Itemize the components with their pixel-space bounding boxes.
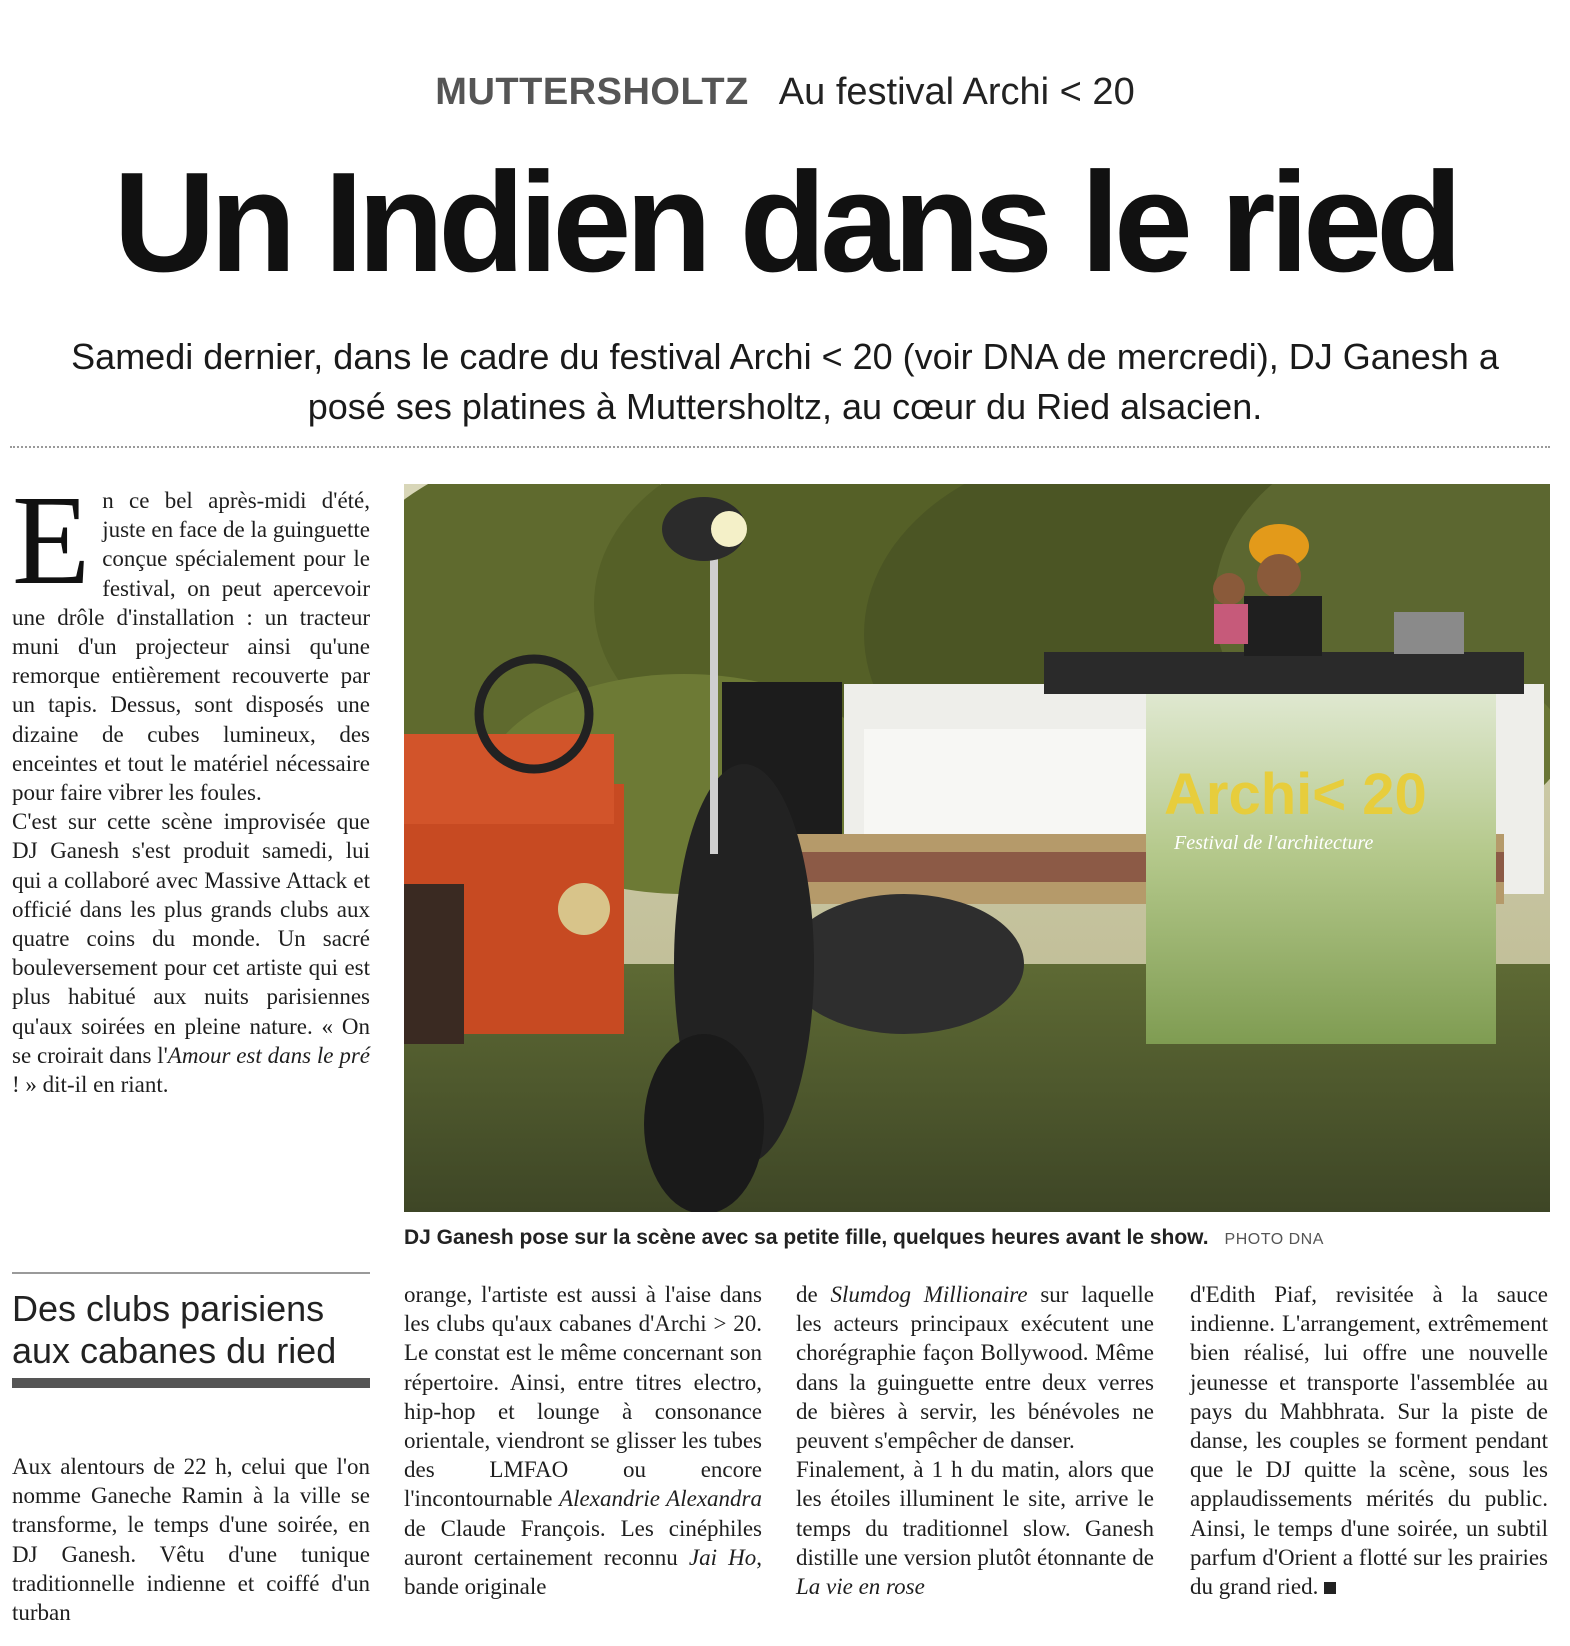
- column-3-paragraph-2: [796, 1455, 1154, 1601]
- column-2-text: orange, l'artiste est aussi à l'aise dans les clubs qu'aux cabanes d'Archi > 20. Le constat est le même concernant son répertoire. Ainsi, entre titres electro, hip-hop et lounge à consonance orientale, viendront se glisser les tubes des LMFAO ou encore l'incontournable: [404, 1282, 762, 1512]
- column-3-text: de: [796, 1282, 831, 1307]
- caption-text: DJ Ganesh pose sur la scène avec sa petite fille, quelques heures avant le show.: [404, 1226, 1209, 1249]
- lead-text-end: ! » dit-il en riant.: [12, 1072, 169, 1098]
- laptop: [1394, 612, 1464, 654]
- lead-paragraph-2: [12, 807, 370, 1099]
- dj-booth: [1044, 652, 1524, 694]
- lead-column: [12, 469, 370, 1099]
- column-2-italic-2: Jai Ho: [688, 1544, 757, 1570]
- article-column-4: [1190, 1280, 1548, 1601]
- child: [1213, 573, 1245, 605]
- lead-italic: Amour est dans le pré: [167, 1042, 370, 1068]
- column-3-paragraph-1: [796, 1280, 1154, 1455]
- child-body: [1214, 604, 1248, 644]
- article-column-2: [404, 1280, 762, 1601]
- headlamp: [558, 883, 610, 935]
- article-column-3: [796, 1280, 1154, 1601]
- column-4-paragraph: [1190, 1280, 1548, 1601]
- dotted-divider: [10, 446, 1550, 448]
- column-4-text: d'Edith Piaf, revisitée à la sauce indienne. L'arrangement, extrêmement bien réalisé, lui offre une nouvelle jeunesse et transporte l'assemblée au pays du Mahbhrata. Sur la piste de danse, les couples se forment pendant que le DJ quitte la scène, sous les applaudissements mérités du public. Ainsi, le temps d'une soirée, un subtil parfum d'Orient a flotté sur les prairies du grand ried.: [1190, 1282, 1548, 1600]
- tractor-grille: [404, 884, 464, 1044]
- trailer-wheel: [784, 894, 1024, 1034]
- archi-banner: [1146, 694, 1496, 1044]
- projector-light: [711, 511, 747, 547]
- column-2-text-2: de Claude François. Les cinéphiles auront certainement reconnu: [404, 1515, 762, 1570]
- photo-credit: PHOTO DNA: [1224, 1231, 1324, 1248]
- lead-paragraph-1: n ce bel après-midi d'été, juste en face de la guinguette conçue spécialement pour le festival, on peut apercevoir une drôle d'installation : un tracteur muni d'un projecteur ainsi qu'une remorque entièrement recouverte par un tapis. Dessus, sont disposés une dizaine de cubes lumineux, des enceintes et tout le matériel nécessaire pour faire vibrer les foules.: [12, 488, 370, 806]
- column-2-paragraph: [404, 1280, 762, 1601]
- column-2-text-3: , bande originale: [404, 1544, 762, 1600]
- column-3-text-3: Finalement, à 1 h du matin, alors que les étoiles illuminent le site, arrive le temps du traditionnel slow. Ganesh distille une version plutôt étonnante de: [796, 1457, 1154, 1570]
- dj-body: [1244, 596, 1322, 656]
- subhead-bar: [12, 1378, 370, 1388]
- kicker-subtitle: Au festival Archi < 20: [778, 71, 1135, 113]
- column-3-italic-2: La vie en rose: [796, 1574, 925, 1600]
- subheading: Des clubs parisiens aux cabanes du ried: [12, 1288, 337, 1371]
- column-3-italic: Slumdog Millionaire: [830, 1282, 1028, 1307]
- standfirst: Samedi dernier, dans le cadre du festival Archi < 20 (voir DNA de mercredi), DJ Ganesh a posé ses platines à Muttersholtz, au cœur du Ried alsacien.: [71, 336, 1499, 427]
- photo-caption: [404, 1224, 1550, 1254]
- column-1-text: Aux alentours de 22 h, celui que l'on nomme Ganeche Ramin à la ville se transforme, le temps d'une soirée, en DJ Ganesh. Vêtu d'une tunique traditionnelle indienne et coiffé d'un turban: [12, 1454, 370, 1626]
- kicker: [0, 68, 1570, 116]
- headline: Un Indien dans le ried: [113, 143, 1457, 302]
- tractor-wheel-front: [644, 1034, 764, 1212]
- drop-cap: E: [12, 469, 91, 611]
- subhead-rule: [12, 1272, 370, 1274]
- festival-photo: [404, 484, 1550, 1212]
- end-mark: [1324, 1582, 1336, 1594]
- projector-pole: [710, 554, 718, 854]
- banner-subtitle: Festival de l'architecture: [1174, 832, 1374, 854]
- dj-face: [1257, 554, 1301, 598]
- kicker-place: MUTTERSHOLTZ: [435, 71, 749, 113]
- banner-title: Archi< 20: [1164, 762, 1427, 827]
- article-column-1: [12, 1452, 370, 1627]
- column-3-text-2: sur laquelle les acteurs principaux exécutent une chorégraphie façon Bollywood. Même dans la guinguette entre deux verres de bières à servir, les bénévoles ne peuvent s'empêcher de danser.: [796, 1282, 1154, 1454]
- column-2-italic: Alexandrie Alexandra: [559, 1486, 762, 1512]
- lead-text: C'est sur cette scène improvisée que DJ Ganesh s'est produit samedi, lui qui a collaboré avec Massive Attack et officié dans les plus grands clubs aux quatre coins du monde. Un sacré bouleversement pour cet artiste qui est plus habitué aux nuits parisiennes qu'aux soirées en pleine nature. « On se croirait dans l': [12, 809, 370, 1068]
